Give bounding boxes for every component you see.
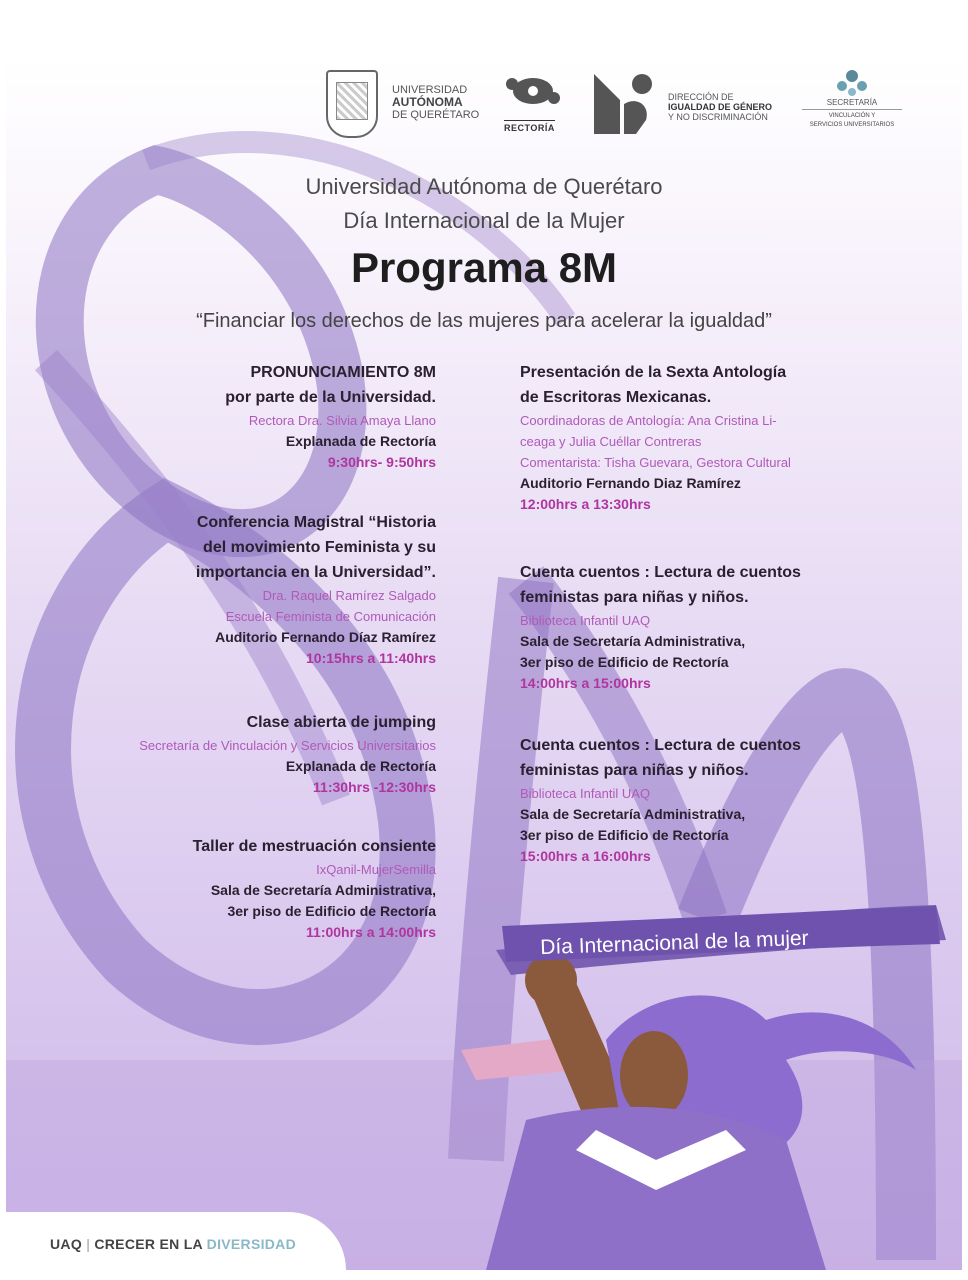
event-location: 3er piso de Edificio de Rectoría <box>520 827 729 843</box>
logo-bar <box>6 68 962 148</box>
day-title: Día Internacional de la Mujer <box>343 208 625 233</box>
event-presenter: Secretaría de Vinculación y Servicios Universitarios <box>139 738 436 753</box>
event-presenter: IxQanil-MujerSemilla <box>316 862 436 877</box>
event-location: Explanada de Rectoría <box>285 758 436 774</box>
event-presenter: Comentarista: Tisha Guevara, Gestora Cultural <box>520 455 791 470</box>
event-title: feministas para niñas y niños. <box>520 589 749 606</box>
event-title: Conferencia Magistral “Historia <box>196 514 436 531</box>
event-presenter: Coordinadoras de Antología: Ana Cristina Li- <box>520 413 777 428</box>
rectoria-logo-icon <box>506 70 560 112</box>
event-presenter: Rectora Dra. Silvia Amaya Llano <box>248 413 436 428</box>
event-title: PRONUNCIAMIENTO 8M <box>250 364 436 381</box>
igualdad-label: DIRECCIÓN DE IGUALDAD DE GÉNERO Y NO DISCRIMINACIÓN <box>668 92 773 122</box>
event-title: Taller de mestruación consiente <box>192 838 436 855</box>
rectoria-label: RECTORÍA <box>504 120 555 133</box>
event-location: Sala de Secretaría Administrativa, <box>210 882 436 898</box>
uaq-seal-logo <box>326 70 378 138</box>
event-location: 3er piso de Edificio de Rectoría <box>227 903 436 919</box>
event-title: Presentación de la Sexta Antología <box>520 364 787 381</box>
event-time: 9:30hrs- 9:50hrs <box>327 454 436 470</box>
event-time: 15:00hrs a 16:00hrs <box>520 848 651 864</box>
event-pronunciamiento <box>66 360 436 473</box>
banner-text: Día Internacional de la mujer <box>539 926 809 960</box>
event-title: por parte de la Universidad. <box>225 389 436 406</box>
event-location: Auditorio Fernando Díaz Ramírez <box>215 629 436 645</box>
event-cuenta-cuentos-1 <box>520 560 850 694</box>
program-title: Programa 8M <box>350 244 618 291</box>
event-location: Auditorio Fernando Diaz Ramírez <box>520 475 741 491</box>
igualdad-logo-icon <box>594 70 656 134</box>
theme-quote: “Financiar los derechos de las mujeres para acelerar la igualdad” <box>196 310 772 332</box>
face <box>620 1031 688 1119</box>
uaq-name-logo: UNIVERSIDAD AUTÓNOMA DE QUERÉTARO <box>392 84 480 121</box>
event-title: importancia en la Universidad”. <box>195 564 436 581</box>
event-time: 11:30hrs -12:30hrs <box>313 779 436 795</box>
event-time: 12:00hrs a 13:30hrs <box>520 496 651 512</box>
event-title: feministas para niñas y niños. <box>520 762 749 779</box>
event-title: Clase abierta de jumping <box>246 714 436 731</box>
day-banner <box>496 898 946 968</box>
event-jumping <box>66 710 436 798</box>
event-presenter: ceaga y Julia Cuéllar Contreras <box>520 434 702 449</box>
event-location: 3er piso de Edificio de Rectoría <box>520 654 729 670</box>
event-taller <box>66 834 436 943</box>
event-location: Sala de Secretaría Administrativa, <box>520 806 746 822</box>
event-presenter: Escuela Feminista de Comunicación <box>225 609 436 624</box>
poster <box>6 60 962 1270</box>
event-presenter: Dra. Raquel Ramírez Salgado <box>262 588 436 603</box>
footer-slogan: UAQ | CRECER EN LA DIVERSIDAD <box>50 1236 297 1252</box>
event-title: de Escritoras Mexicanas. <box>520 389 712 406</box>
event-title: del movimiento Feminista y su <box>203 539 436 556</box>
secretaria-logo-icon <box>832 68 872 98</box>
event-location: Explanada de Rectoría <box>285 433 436 449</box>
event-presenter: Biblioteca Infantil UAQ <box>520 786 651 801</box>
event-cuenta-cuentos-2 <box>520 733 850 867</box>
secretaria-label: SECRETARÍA VINCULACIÓN Y SERVICIOS UNIVERSITARIOS <box>802 98 902 130</box>
event-time: 11:00hrs a 14:00hrs <box>306 924 436 940</box>
university-name: Universidad Autónoma de Querétaro <box>305 174 663 199</box>
event-conferencia <box>66 510 436 669</box>
event-location: Sala de Secretaría Administrativa, <box>520 633 746 649</box>
event-time: 14:00hrs a 15:00hrs <box>520 675 651 691</box>
event-title: Cuenta cuentos : Lectura de cuentos <box>520 564 801 581</box>
event-presenter: Biblioteca Infantil UAQ <box>520 613 651 628</box>
event-antologia <box>520 360 850 515</box>
event-time: 10:15hrs a 11:40hrs <box>306 650 436 666</box>
event-title: Cuenta cuentos : Lectura de cuentos <box>520 737 801 754</box>
